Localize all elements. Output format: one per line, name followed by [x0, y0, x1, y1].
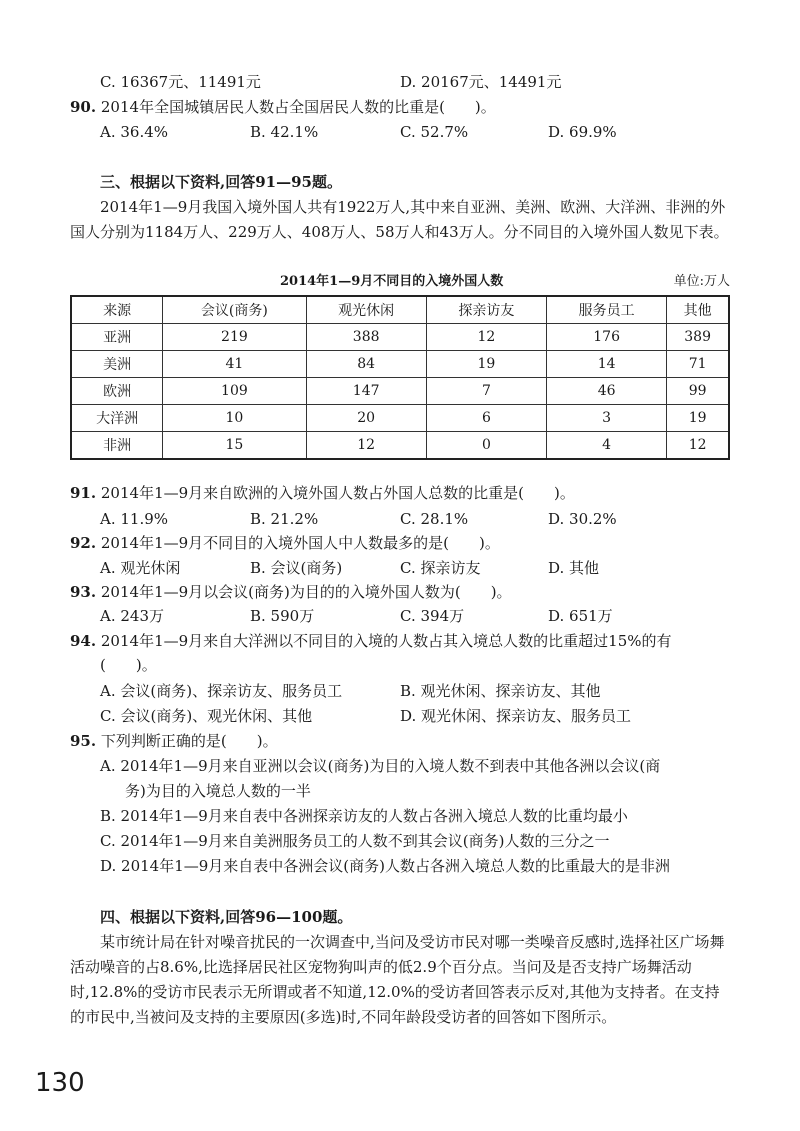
section-heading: 四、根据以下资料,回答96—100题。	[100, 908, 353, 926]
question-number: 90.	[70, 98, 97, 116]
option-a: A. 36.4%	[100, 123, 169, 141]
table-row	[71, 432, 729, 460]
table-cell: 3	[547, 405, 667, 432]
header-cell: 会议(商务)	[163, 296, 306, 324]
table-row	[71, 378, 729, 405]
question-94	[70, 631, 672, 651]
question-93	[70, 582, 512, 602]
table-cell: 20	[306, 405, 426, 432]
table-row	[71, 405, 729, 432]
table-cell: 41	[163, 351, 306, 378]
table-cell: 99	[667, 378, 729, 405]
question-text: 下列判断正确的是( )。	[100, 732, 278, 750]
header-cell: 探亲访友	[426, 296, 546, 324]
option-a: A. 243万	[100, 607, 164, 625]
table-caption: 2014年1—9月不同目的入境外国人数	[280, 274, 504, 289]
question-text: 2014年1—9月以会议(商务)为目的的入境外国人数为( )。	[100, 583, 512, 601]
table-cell: 欧洲	[71, 378, 163, 405]
table-cell: 109	[163, 378, 306, 405]
table-cell: 12	[306, 432, 426, 460]
option-b: B. 2014年1—9月来自表中各洲探亲访友的人数占各洲入境总人数的比重均最小	[100, 807, 628, 825]
table-cell: 176	[547, 324, 667, 351]
table-cell: 10	[163, 405, 306, 432]
table-cell: 14	[547, 351, 667, 378]
table-row	[71, 324, 729, 351]
table-cell: 19	[667, 405, 729, 432]
question-90	[70, 97, 496, 117]
option-c: C. 394万	[400, 607, 465, 625]
table-cell: 0	[426, 432, 546, 460]
question-text: 2014年全国城镇居民人数占全国居民人数的比重是( )。	[100, 98, 496, 116]
table-cell: 美洲	[71, 351, 163, 378]
option-b: B. 会议(商务)	[250, 559, 343, 577]
question-91	[70, 483, 575, 503]
table-cell: 147	[306, 378, 426, 405]
question-continuation: ( )。	[100, 656, 157, 674]
section-paragraph: 2014年1—9月我国入境外国人共有1922万人,其中来自亚洲、美洲、欧洲、大洋洲、非洲的外国人分别为1184万人、229万人、408万人、58万人和43万人。分不同目的入境外国人数见下表。	[70, 198, 729, 241]
table-cell: 46	[547, 378, 667, 405]
table-cell: 大洋洲	[71, 405, 163, 432]
table-cell: 12	[667, 432, 729, 460]
option-a: A. 11.9%	[100, 510, 169, 528]
option-c: C. 探亲访友	[400, 559, 481, 577]
section-paragraph: 某市统计局在针对噪音扰民的一次调查中,当问及受访市民对哪一类噪音反感时,选择社区广场舞活动噪音的占8.6%,比选择居民社区宠物狗叫声的低2.9个百分点。当问及是否支持广场舞活动时,12.8%的受访市民表示无所谓或者不知道,12.0%的受访者回答表示反对,其他为支持者。在支持的市民中,当被问及支持的主要原因(多选)时,不同年龄段受访者的回答如下图所示。	[70, 933, 725, 1026]
table-cell: 219	[163, 324, 306, 351]
table-cell: 84	[306, 351, 426, 378]
option-c: C. 28.1%	[400, 510, 469, 528]
option-b: B. 42.1%	[250, 123, 319, 141]
table-unit: 单位:万人	[673, 274, 730, 289]
table-cell: 19	[426, 351, 546, 378]
table-cell: 7	[426, 378, 546, 405]
table-cell: 15	[163, 432, 306, 460]
data-table	[70, 295, 730, 460]
option-b: B. 21.2%	[250, 510, 319, 528]
option-c: C. 16367元、11491元	[100, 73, 261, 91]
table-cell: 389	[667, 324, 729, 351]
question-text: 2014年1—9月不同目的入境外国人中人数最多的是( )。	[100, 534, 500, 552]
page-number: 130	[35, 1068, 85, 1098]
table-cell: 非洲	[71, 432, 163, 460]
question-95	[70, 731, 278, 751]
question-number: 92.	[70, 534, 97, 552]
option-a: A. 会议(商务)、探亲访友、服务员工	[100, 682, 343, 700]
header-cell: 服务员工	[547, 296, 667, 324]
table-cell: 6	[426, 405, 546, 432]
option-a: A. 2014年1—9月来自亚洲以会议(商务)为目的入境人数不到表中其他各洲以会议(商	[100, 757, 661, 775]
option-c: C. 会议(商务)、观光休闲、其他	[100, 707, 313, 725]
option-d: D. 69.9%	[548, 123, 617, 141]
question-number: 94.	[70, 632, 97, 650]
header-cell: 其他	[667, 296, 729, 324]
question-number: 91.	[70, 484, 97, 502]
question-number: 95.	[70, 732, 97, 750]
option-a-continuation: 务)为目的入境总人数的一半	[125, 782, 311, 800]
table-cell: 4	[547, 432, 667, 460]
option-c: C. 2014年1—9月来自美洲服务员工的人数不到其会议(商务)人数的三分之一	[100, 832, 610, 850]
table-cell: 亚洲	[71, 324, 163, 351]
table-header-row	[71, 296, 729, 324]
option-d: D. 观光休闲、探亲访友、服务员工	[400, 707, 632, 725]
header-cell: 观光休闲	[306, 296, 426, 324]
option-d: D. 651万	[548, 607, 613, 625]
option-c: C. 52.7%	[400, 123, 469, 141]
question-92	[70, 533, 500, 553]
question-number: 93.	[70, 583, 97, 601]
option-b: B. 590万	[250, 607, 315, 625]
section-heading: 三、根据以下资料,回答91—95题。	[100, 173, 342, 191]
option-d: D. 30.2%	[548, 510, 617, 528]
table-cell: 12	[426, 324, 546, 351]
question-text: 2014年1—9月来自欧洲的入境外国人数占外国人总数的比重是( )。	[100, 484, 575, 502]
option-a: A. 观光休闲	[100, 559, 181, 577]
table-cell: 388	[306, 324, 426, 351]
option-d: D. 20167元、14491元	[400, 73, 562, 91]
question-text: 2014年1—9月来自大洋洲以不同目的入境的人数占其入境总人数的比重超过15%的有	[100, 632, 672, 650]
header-cell: 来源	[71, 296, 163, 324]
option-b: B. 观光休闲、探亲访友、其他	[400, 682, 601, 700]
option-d: D. 其他	[548, 559, 600, 577]
option-d: D. 2014年1—9月来自表中各洲会议(商务)人数占各洲入境总人数的比重最大的是非洲	[100, 857, 670, 875]
table-row	[71, 351, 729, 378]
table-cell: 71	[667, 351, 729, 378]
